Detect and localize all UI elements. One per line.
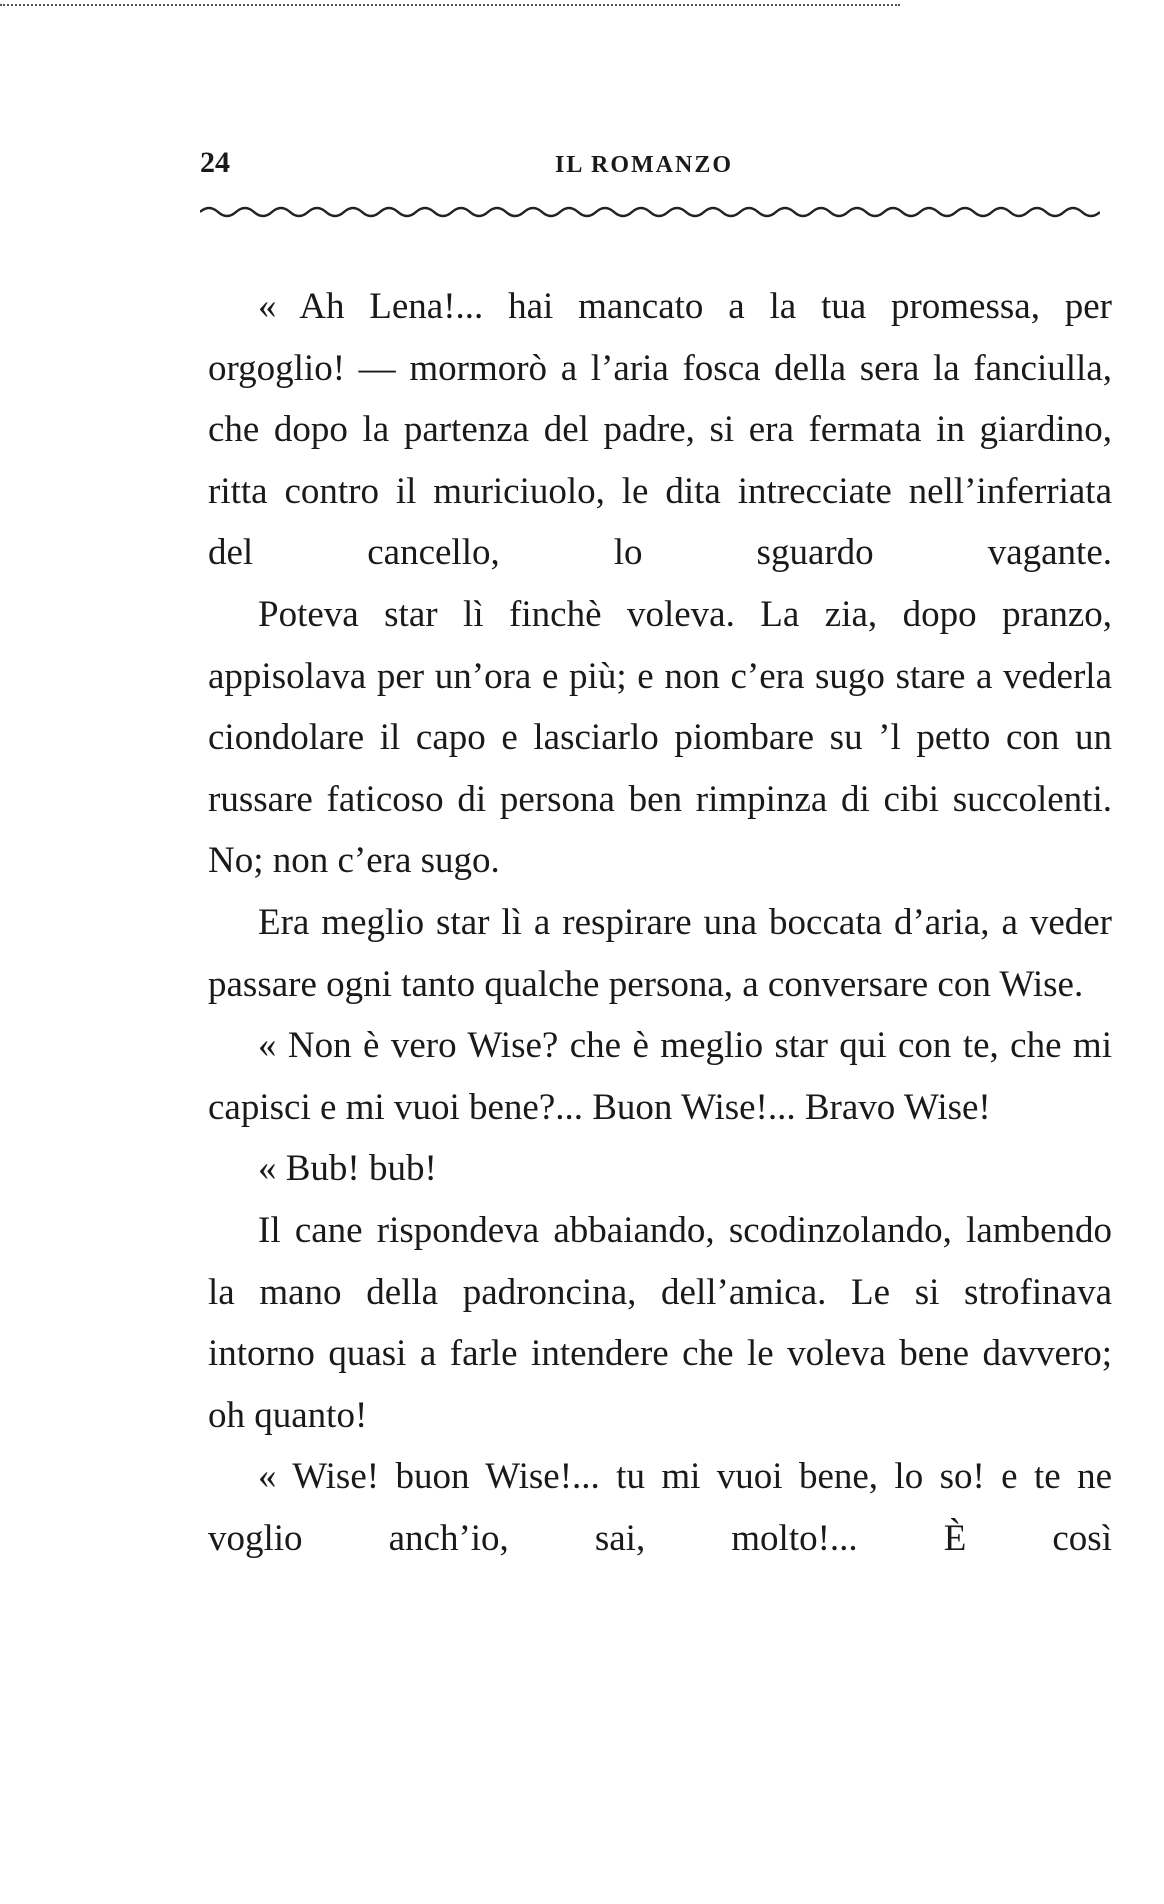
wavy-rule-ornament: [200, 200, 1100, 224]
paragraph: « Wise! buon Wise!... tu mi vuoi bene, lo so! e te ne voglio anch’io, sai, molto!... È così: [208, 1456, 1112, 1559]
paragraph: Il cane rispondeva abbaiando, scodinzolando, lambendo la mano della padroncina, dell’amica. Le si strofinava intorno quasi a farle intendere che le voleva bene davvero; oh quanto!: [208, 1209, 1112, 1436]
running-title: IL ROMANZO: [555, 152, 734, 178]
paragraph: Era meglio star lì a respirare una boccata d’aria, a veder passare ogni tanto qualche persona, a conversare con Wise.: [208, 901, 1112, 1005]
paragraph: Poteva star lì finchè voleva. La zia, dopo pranzo, appisolava per un’ora e più; e non c’era sugo stare a vederla ciondolare il capo e lasciarlo piombare su ’l petto con un russare faticoso di persona ben rimpinza di cibi succolenti. No; non c’era sugo.: [208, 593, 1112, 882]
top-scan-edge: [0, 4, 900, 6]
body-text: [208, 276, 1112, 1569]
page-header: [200, 146, 1100, 186]
paragraph: « Bub! bub!: [258, 1148, 437, 1190]
page-number: 24: [200, 146, 230, 179]
paragraph: « Non è vero Wise? che è meglio star qui con te, che mi capisci e mi vuoi bene?... Buon Wise!... Bravo Wise!: [208, 1025, 1112, 1128]
paragraph: « Ah Lena!... hai mancato a la tua promessa, per orgoglio! — mormorò a l’aria fosca della sera la fanciulla, che dopo la partenza del padre, si era fermata in giardino, ritta contro il muriciuolo, le dita intrecciate nell’inferriata del cancello, lo sguardo vagante.: [208, 286, 1112, 574]
